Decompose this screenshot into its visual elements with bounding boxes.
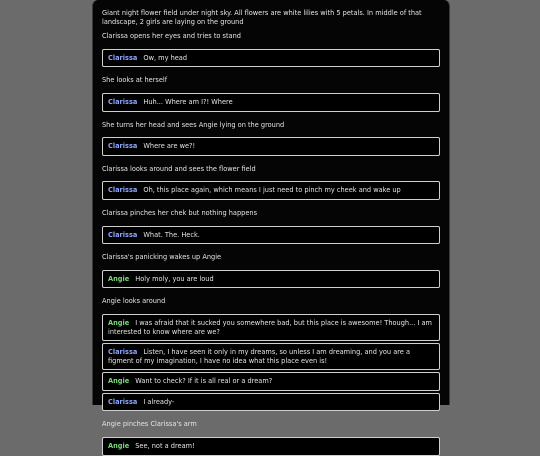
dialogue-line: [102, 343, 440, 370]
speaker-name: Angie: [108, 318, 130, 327]
dialogue-text: Where are we?!: [143, 142, 196, 151]
dialogue-line: [102, 437, 440, 456]
speaker-name: Angie: [108, 377, 130, 386]
dialogue-line: [102, 270, 440, 289]
dialogue-text: What. The. Heck.: [143, 230, 200, 239]
dialogue-group: [102, 181, 440, 200]
speaker-name: Clarissa: [108, 142, 138, 151]
narration-text: Angie pinches Clarissa's arm: [102, 420, 197, 429]
speaker-name: Angie: [108, 442, 130, 451]
narration-text: Angie looks around: [102, 297, 166, 306]
narration-text: Clarissa looks around and sees the flower field: [102, 164, 256, 173]
dialogue-text: Oh, this place again, which means I just need to pinch my cheek and wake up: [143, 186, 401, 195]
speaker-name: Clarissa: [108, 97, 138, 106]
narration-text: Clarissa pinches her chek but nothing happens: [102, 208, 258, 217]
speaker-name: Clarissa: [108, 230, 138, 239]
dialogue-line: [102, 93, 440, 112]
dialogue-group: [102, 93, 440, 112]
narration-text: Giant night flower field under night sky. All flowers are white lilies with 5 petals. In middle of that landscape, 2 girls are laying on the ground: [102, 9, 422, 26]
speaker-name: Clarissa: [108, 397, 138, 406]
dialogue-line: [102, 314, 440, 341]
dialogue-line: [102, 181, 440, 200]
dialogue-group: [102, 49, 440, 68]
speaker-name: Clarissa: [108, 186, 138, 195]
dialogue-text: See, not a dream!: [135, 442, 195, 451]
dialogue-text: Ow, my head: [143, 53, 188, 62]
speaker-name: Clarissa: [108, 348, 138, 357]
narration-text: She turns her head and sees Angie lying on the ground: [102, 120, 285, 129]
dialogue-line: [102, 137, 440, 156]
speaker-name: Clarissa: [108, 53, 138, 62]
dialogue-text: Listen, I have seen it only in my dreams, so unless I am dreaming, and you are a figment of my imagination, I have no idea what this place even is!: [108, 348, 411, 365]
dialogue-text: Want to check? If it is all real or a dream?: [135, 377, 273, 386]
dialogue-text: I was afraid that it sucked you somewhere bad, but this place is awesome! Though... I am interested to know where are we?: [108, 318, 432, 336]
dialogue-line: [102, 393, 440, 412]
story-page: [92, 0, 450, 451]
dialogue-line: [102, 372, 440, 391]
dialogue-line: [102, 49, 440, 68]
narration-text: Clarissa's panicking wakes up Angie: [102, 253, 222, 262]
dialogue-group: [102, 270, 440, 289]
dialogue-group: [102, 137, 440, 156]
narration-text: Clarissa opens her eyes and tries to stand: [102, 32, 241, 41]
dialogue-text: I already-: [143, 397, 175, 406]
narration-text: She looks at herself: [102, 76, 168, 85]
dialogue-group: [102, 437, 440, 456]
dialogue-text: Huh... Where am I?! Where: [143, 97, 233, 106]
dialogue-text: Holy moly, you are loud: [135, 274, 214, 283]
dialogue-group: [102, 226, 440, 245]
dialogue-group: [102, 314, 440, 412]
dialogue-line: [102, 226, 440, 245]
story-content: [93, 0, 449, 456]
speaker-name: Angie: [108, 274, 130, 283]
